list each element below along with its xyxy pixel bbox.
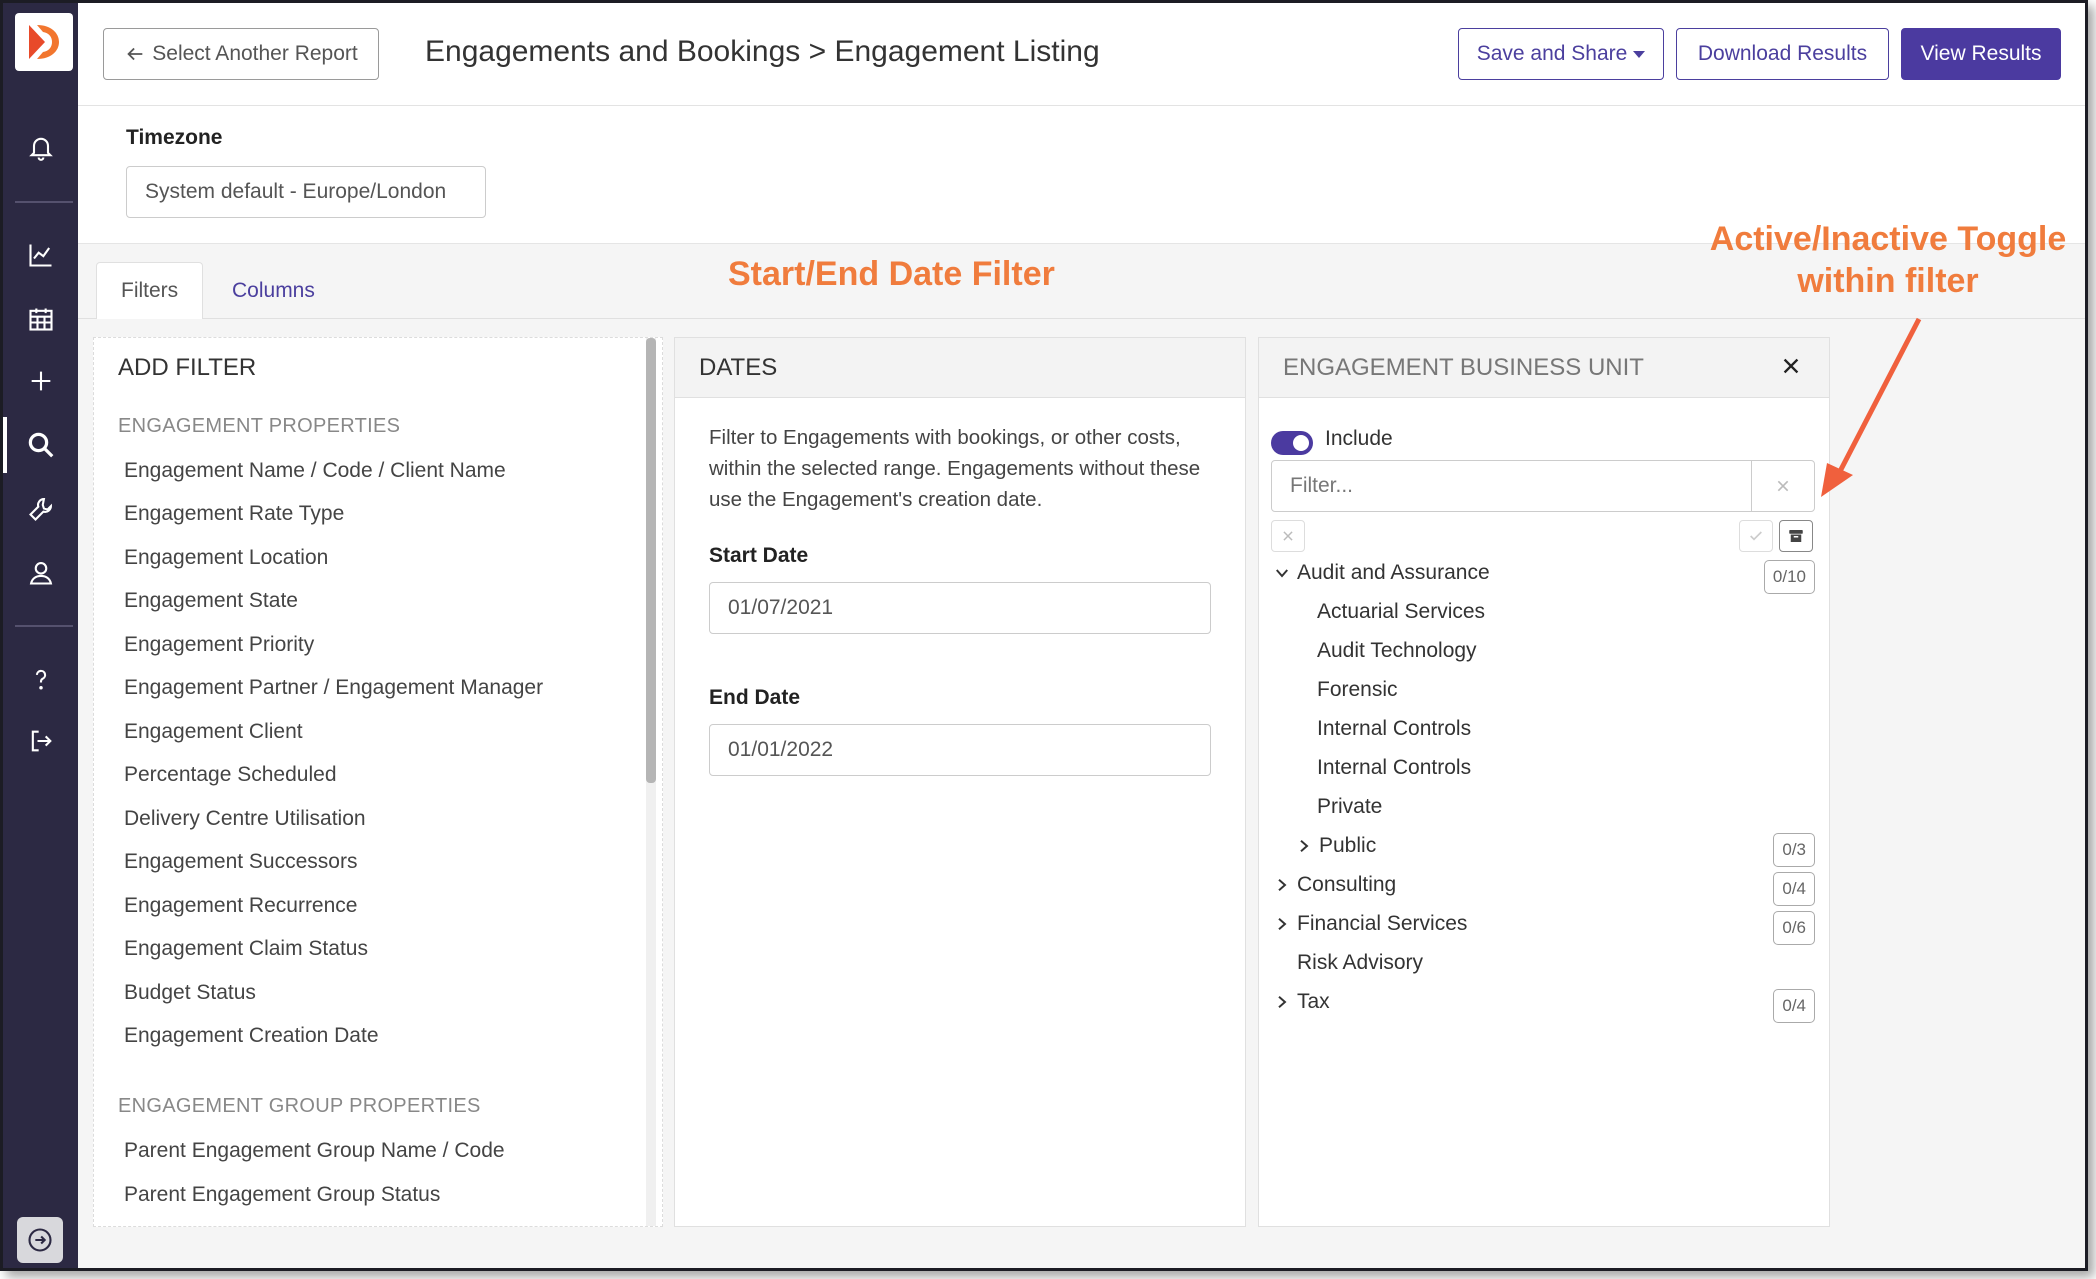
tree-node[interactable] <box>1273 990 1330 1014</box>
select-another-report-button[interactable] <box>103 28 379 80</box>
selection-count-badge: 0/10 <box>1764 560 1815 594</box>
chart-line-icon[interactable] <box>21 235 61 275</box>
top-bar <box>78 3 2085 106</box>
timezone-label: Timezone <box>126 126 223 149</box>
filter-item[interactable]: Engagement State <box>124 589 298 612</box>
include-toggle[interactable] <box>1271 431 1313 455</box>
x-icon <box>1281 529 1295 543</box>
annotation-toggle <box>1698 218 2078 302</box>
save-and-share-label: Save and Share <box>1476 42 1628 65</box>
tree-node[interactable] <box>1273 873 1396 897</box>
tree-node[interactable] <box>1317 717 1471 741</box>
logout-icon[interactable] <box>21 721 61 761</box>
tree-node-label: Financial Services <box>1297 912 1468 935</box>
save-and-share-button[interactable] <box>1458 28 1664 80</box>
dates-panel <box>674 337 1246 1227</box>
business-unit-panel <box>1258 337 1830 1227</box>
section-title: ENGAGEMENT GROUP PROPERTIES <box>118 1095 481 1117</box>
start-date-label: Start Date <box>709 544 809 567</box>
filter-item[interactable]: Delivery Centre Utilisation <box>124 807 366 830</box>
search-icon[interactable] <box>21 425 61 465</box>
download-results-button[interactable] <box>1676 28 1889 80</box>
add-filter-title: ADD FILTER <box>118 354 257 381</box>
help-icon[interactable] <box>21 659 61 699</box>
filter-item[interactable]: Engagement Location <box>124 546 329 569</box>
filter-item[interactable]: Engagement Name / Code / Client Name <box>124 459 506 482</box>
arrow-circle-right-icon <box>26 1226 54 1254</box>
end-date-input[interactable]: 01/01/2022 <box>709 724 1211 776</box>
tree-node[interactable] <box>1295 834 1376 858</box>
tree-node-label: Internal Controls <box>1317 756 1472 779</box>
selection-count-badge: 0/4 <box>1773 872 1815 906</box>
tree-node-label: Actuarial Services <box>1317 600 1486 623</box>
view-results-label: View Results <box>1920 42 2042 65</box>
chevron-down-icon <box>1273 564 1291 582</box>
expand-sidebar-button[interactable] <box>17 1217 63 1263</box>
tree-node[interactable] <box>1317 600 1485 624</box>
end-date-label: End Date <box>709 686 801 709</box>
dates-description: Filter to Engagements with bookings, or other costs, within the selected range. Engagements without these use the Engagement's creation date. <box>709 426 1201 511</box>
bell-icon[interactable] <box>21 127 61 167</box>
section-title: ENGAGEMENT PROPERTIES <box>118 415 401 437</box>
logo-icon <box>15 13 73 71</box>
tree-node[interactable] <box>1317 795 1382 819</box>
tree-node[interactable] <box>1273 912 1467 936</box>
archive-toggle-button[interactable] <box>1779 520 1813 552</box>
annotation-toggle-line1: Active/Inactive Toggle <box>1709 220 2067 258</box>
filter-item[interactable]: Engagement Partner / Engagement Manager <box>124 676 544 699</box>
filter-item[interactable]: Engagement Rate Type <box>124 502 345 525</box>
view-results-button[interactable] <box>1901 28 2061 80</box>
filter-item[interactable]: Parent Engagement Group Name / Code <box>124 1139 505 1162</box>
calendar-icon[interactable] <box>21 299 61 339</box>
tab-columns[interactable]: Columns <box>232 279 315 302</box>
business-unit-header <box>1259 338 1829 398</box>
tree-node[interactable] <box>1317 756 1471 780</box>
filters-content <box>78 319 2085 1269</box>
tree-node[interactable] <box>1297 951 1423 975</box>
tree-node-label: Public <box>1319 834 1377 857</box>
selection-count-badge: 0/6 <box>1773 911 1815 945</box>
tree-node-label: Consulting <box>1297 873 1397 896</box>
tree-node-label: Audit Technology <box>1317 639 1477 662</box>
tree-node-label: Tax <box>1297 990 1330 1013</box>
filter-item[interactable]: Engagement Recurrence <box>124 894 358 917</box>
select-all-button[interactable] <box>1739 520 1773 552</box>
chevron-right-icon <box>1295 837 1313 855</box>
tree-node-label: Forensic <box>1317 678 1398 701</box>
selection-count-badge: 0/3 <box>1773 833 1815 867</box>
scrollbar-thumb[interactable] <box>646 338 656 783</box>
tree-node[interactable] <box>1273 561 1490 585</box>
include-label: Include <box>1325 427 1393 450</box>
clear-filter-button[interactable] <box>1752 461 1814 511</box>
close-icon[interactable] <box>1777 352 1805 380</box>
breadcrumb: Engagements and Bookings > Engagement Listing <box>425 35 1100 68</box>
filter-item[interactable]: Engagement Successors <box>124 850 358 873</box>
selection-count-badge: 0/4 <box>1773 989 1815 1023</box>
start-date-input[interactable]: 01/07/2021 <box>709 582 1211 634</box>
tree-filter-input[interactable] <box>1272 461 1752 511</box>
user-icon[interactable] <box>21 553 61 593</box>
download-results-label: Download Results <box>1697 42 1868 65</box>
annotation-arrow-icon <box>1813 313 1933 503</box>
filter-item[interactable]: Percentage Scheduled <box>124 763 337 786</box>
filter-item[interactable]: Engagement Priority <box>124 633 315 656</box>
tree-filter <box>1271 460 1815 512</box>
tab-filters[interactable]: Filters <box>96 262 203 320</box>
tree-node-label: Internal Controls <box>1317 717 1472 740</box>
arrow-left-icon <box>124 43 146 65</box>
chevron-right-icon <box>1273 993 1291 1011</box>
filter-item[interactable]: Engagement Creation Date <box>124 1024 379 1047</box>
annotation-date-filter: Start/End Date Filter <box>728 255 1055 293</box>
plus-icon[interactable] <box>21 361 61 401</box>
business-unit-title: ENGAGEMENT BUSINESS UNIT <box>1283 354 1644 381</box>
deselect-all-button[interactable] <box>1271 520 1305 552</box>
chevron-right-icon <box>1273 915 1291 933</box>
app-logo[interactable] <box>15 13 73 71</box>
timezone-select[interactable]: System default - Europe/London <box>126 166 486 218</box>
filter-item[interactable]: Engagement Claim Status <box>124 937 368 960</box>
tree-node-label: Risk Advisory <box>1297 951 1424 974</box>
tree-node[interactable] <box>1317 678 1398 702</box>
chevron-right-icon <box>1273 876 1291 894</box>
select-another-report-label: Select Another Report <box>152 42 358 65</box>
add-filter-panel <box>93 337 663 1227</box>
dates-title: DATES <box>699 354 778 381</box>
tree-node[interactable] <box>1317 639 1477 663</box>
check-icon <box>1748 528 1764 544</box>
filter-item[interactable]: Budget Status <box>124 981 256 1004</box>
tree-node-label: Audit and Assurance <box>1297 561 1490 584</box>
caret-down-icon <box>1633 51 1645 58</box>
tree-node-label: Private <box>1317 795 1383 818</box>
archive-icon <box>1787 527 1805 545</box>
filter-item[interactable]: Parent Engagement Group Status <box>124 1183 441 1206</box>
sidebar <box>3 3 78 1268</box>
annotation-toggle-line2: within filter <box>1797 262 1979 300</box>
clear-icon <box>1775 478 1791 494</box>
wrench-icon[interactable] <box>21 489 61 529</box>
filter-item[interactable]: Engagement Client <box>124 720 303 743</box>
sidebar-divider <box>15 201 73 203</box>
dates-panel-header <box>675 338 1245 398</box>
sidebar-divider <box>15 625 73 627</box>
